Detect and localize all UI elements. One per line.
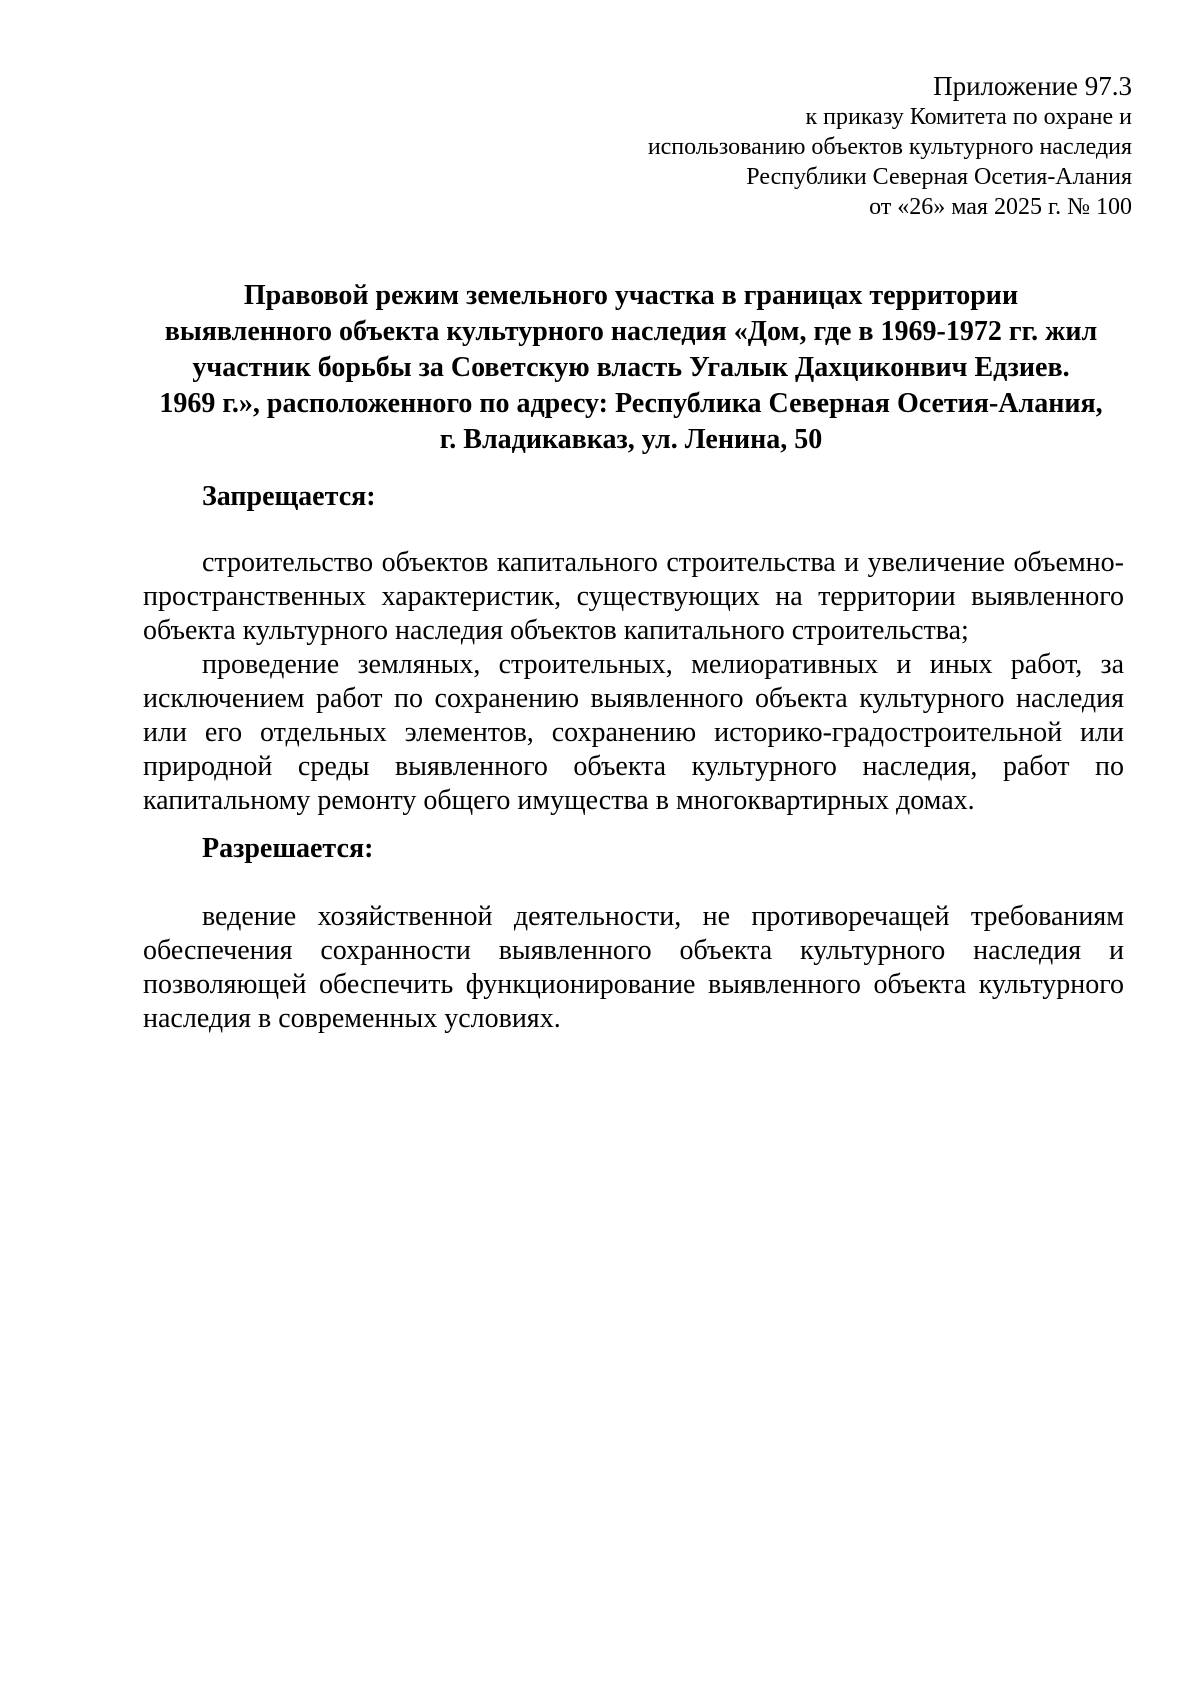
section-body-permitted: [143, 900, 1124, 1036]
paragraph: ведение хозяйственной деятельности, не противоречащей требованиям обеспечения сохранности выявленного объекта культурного наследия и позволяющей обеспечить функционирование выявленного объекта культурного наследия в современных условиях.: [143, 901, 1124, 1034]
section-heading-prohibited: Запрещается:: [202, 481, 376, 512]
section-heading-permitted: Разрешается:: [202, 833, 374, 864]
appendix-header-line: к приказу Комитета по охране и: [805, 104, 1132, 130]
document-title-line: Правовой режим земельного участка в границах территории: [243, 280, 1019, 311]
paragraph: проведение земляных, строительных, мелиоративных и иных работ, за исключением работ по сохранению выявленного объекта культурного наследия или его отдельных элементов, сохранению историко-градостроительной или природной среды выявленного объекта культурного наследия, работ по капитальному ремонту общего имущества в многоквартирных домах.: [143, 649, 1124, 816]
appendix-header: [648, 70, 1132, 222]
document-title-line: г. Владикавказ, ул. Ленина, 50: [439, 424, 823, 455]
document-title-line: участник борьбы за Советскую власть Угалык Дахциконвич Едзиев.: [192, 352, 1070, 383]
appendix-header-line: использованию объектов культурного наследия: [647, 134, 1132, 160]
paragraph: строительство объектов капитального строительства и увеличение объемно-пространственных характеристик, существующих на территории выявленного объекта культурного наследия объектов капитального строительства;: [143, 547, 1124, 646]
appendix-header-line: от «26» мая 2025 г. № 100: [869, 194, 1132, 220]
section-body-prohibited: [143, 546, 1124, 818]
appendix-number: Приложение 97.3: [933, 71, 1132, 101]
document-title-line: выявленного объекта культурного наследия «Дом, где в 1969-1972 гг. жил: [164, 316, 1098, 347]
document-title: [138, 278, 1124, 458]
appendix-header-line: Республики Северная Осетия-Алания: [746, 164, 1132, 190]
document-title-line: 1969 г.», расположенного по адресу: Республика Северная Осетия-Алания,: [159, 388, 1103, 419]
